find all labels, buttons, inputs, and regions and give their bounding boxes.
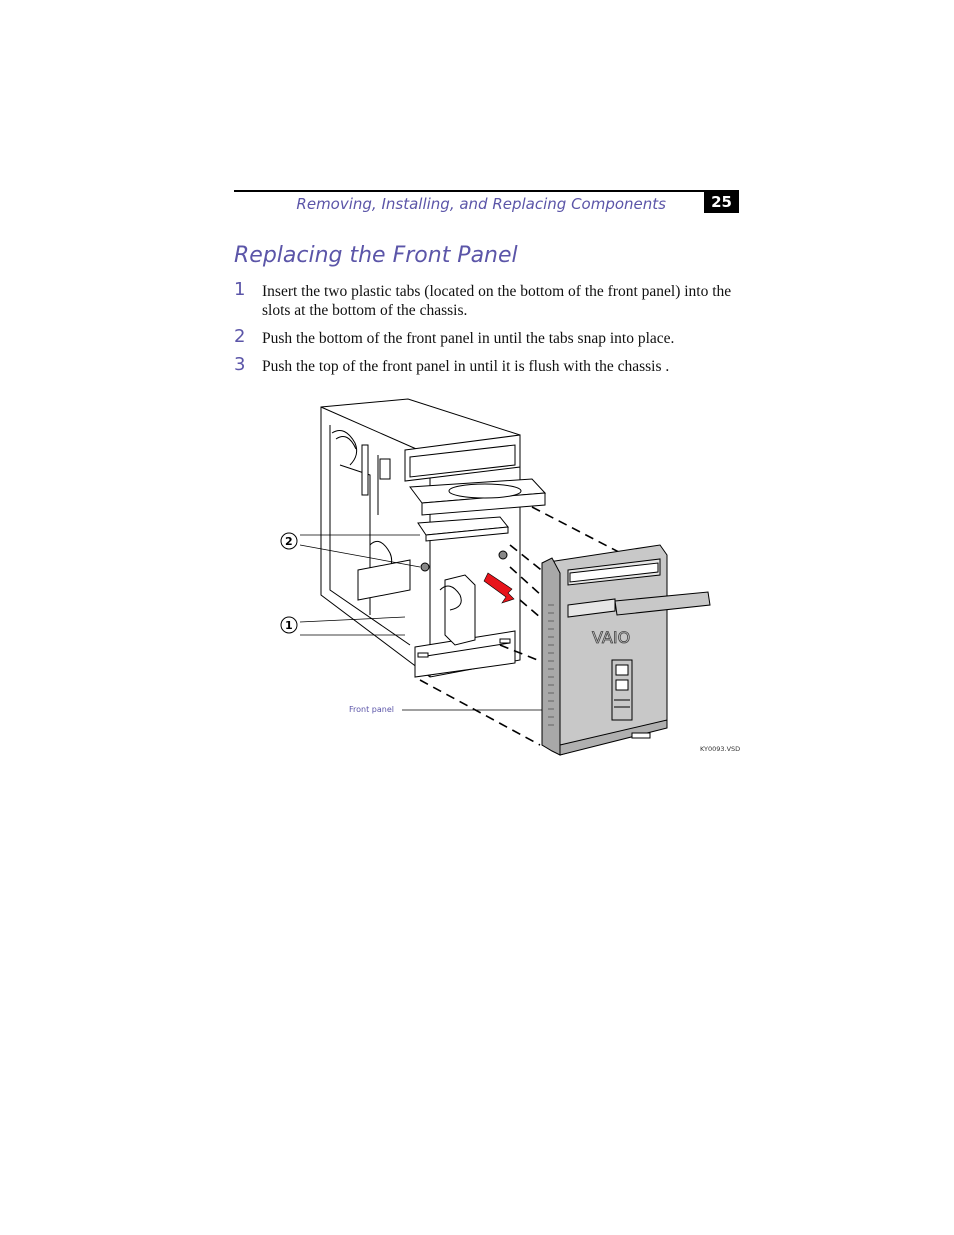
front-panel [542, 545, 710, 755]
running-header-title: Removing, Installing, and Replacing Components [296, 195, 666, 213]
callout-1-label: 1 [285, 619, 293, 632]
front-panel-illustration [270, 395, 740, 760]
section-title: Replacing the Front Panel [234, 243, 518, 268]
step-number: 2 [234, 326, 246, 347]
page-number: 25 [704, 191, 739, 213]
header-rule [234, 190, 739, 192]
step-text: Push the top of the front panel in until it is flush with the chassis . [262, 358, 670, 375]
vaio-logo: VAIO [592, 628, 631, 647]
step-text: Insert the two plastic tabs (located on the bottom of the front panel) into the slots at the bottom of the chassis. [262, 283, 732, 319]
front-panel-label: Front panel [349, 705, 394, 714]
drawing-id: KY0093.VSD [700, 745, 740, 753]
callout-1 [281, 617, 297, 633]
step-text: Push the bottom of the front panel in until the tabs snap into place. [262, 330, 675, 347]
step-number: 1 [234, 279, 246, 300]
callout-2-label: 2 [285, 535, 293, 548]
step-number: 3 [234, 354, 246, 375]
callout-2 [281, 533, 297, 549]
